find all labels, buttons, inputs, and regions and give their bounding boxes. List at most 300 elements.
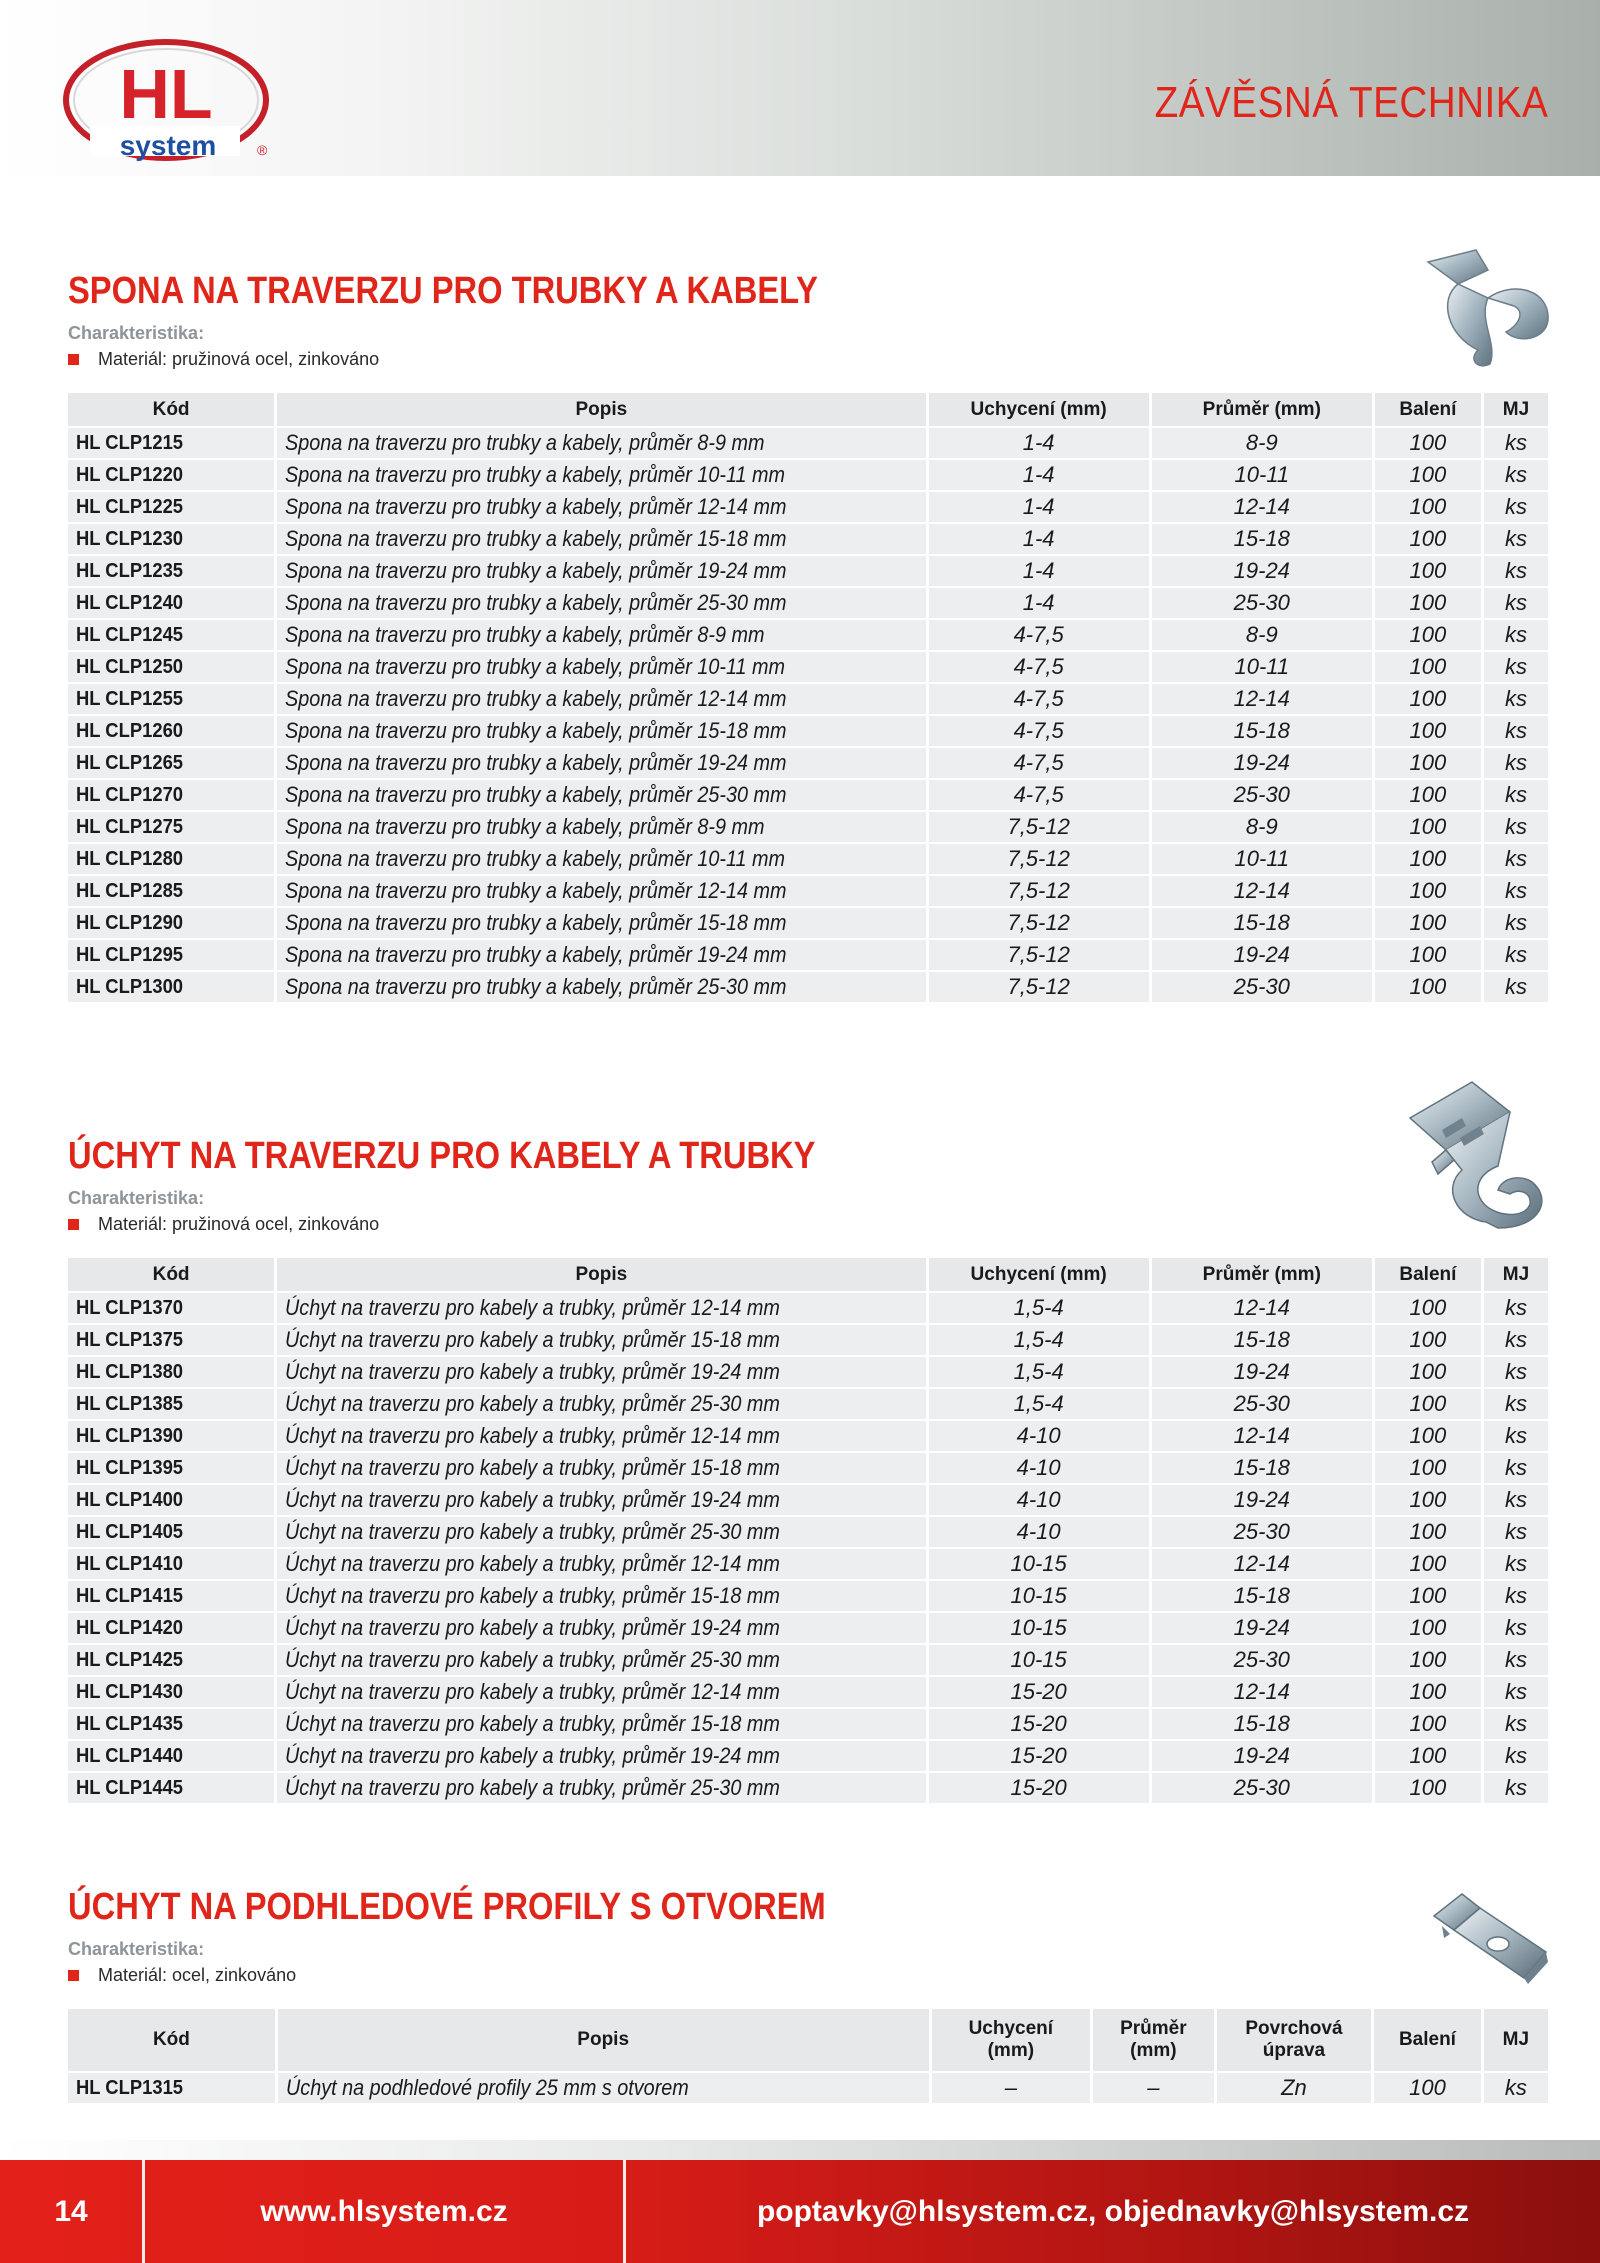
cell-value	[929, 1453, 1149, 1483]
cell-value-text: 10-11	[1234, 462, 1290, 487]
product-code: HL CLP1380	[76, 1361, 184, 1383]
cell-value-text: ks	[1504, 430, 1527, 455]
cell-value	[1152, 1357, 1372, 1387]
product-description: Spona na traverzu pro trubky a kabely, průměr 12-14 mm	[285, 878, 787, 903]
cell-value	[929, 428, 1149, 458]
cell-value-text: Zn	[1281, 2075, 1307, 2100]
col-header-baleni: Balení	[1375, 1258, 1481, 1291]
cell-value	[1375, 684, 1481, 714]
cell-kod	[68, 1453, 274, 1483]
material-line	[68, 348, 1548, 370]
table-row	[68, 556, 1548, 586]
cell-value	[1375, 428, 1481, 458]
cell-popis	[277, 1389, 925, 1419]
cell-kod	[68, 492, 274, 522]
product-code: HL CLP1295	[76, 944, 184, 966]
product-table-uchyt-podhled	[65, 2007, 1551, 2105]
product-table-spona	[65, 391, 1551, 1004]
cell-value	[1484, 1645, 1548, 1675]
cell-value	[1484, 1549, 1548, 1579]
cell-value-text: 12-14	[1233, 1679, 1290, 1704]
material-line	[68, 1213, 1548, 1235]
cell-value-text: 4-7,5	[1013, 782, 1064, 807]
cell-value-text: ks	[1504, 942, 1527, 967]
cell-value-text: ks	[1504, 782, 1527, 807]
cell-value-text: 4-10	[1016, 1423, 1061, 1448]
product-description: Spona na traverzu pro trubky a kabely, průměr 15-18 mm	[285, 910, 787, 935]
table-row	[68, 1741, 1548, 1771]
cell-kod	[68, 1773, 274, 1803]
cell-value-text: 19-24	[1233, 1487, 1290, 1512]
product-code: HL CLP1255	[76, 688, 184, 710]
cell-value-text: ks	[1504, 750, 1527, 775]
cell-value	[1152, 940, 1372, 970]
cell-value-text: 15-18	[1233, 1711, 1290, 1736]
material-text: Materiál: pružinová ocel, zinkováno	[98, 1214, 380, 1234]
cell-value-text: ks	[1504, 1487, 1527, 1512]
cell-value-text: 10-15	[1010, 1615, 1067, 1640]
table-row	[68, 972, 1548, 1002]
cell-value-text: 100	[1409, 942, 1447, 967]
cell-value	[929, 1357, 1149, 1387]
cell-value	[1152, 972, 1372, 1002]
cell-value-text: 4-7,5	[1013, 686, 1064, 711]
cell-popis	[277, 1581, 925, 1611]
cell-value	[929, 556, 1149, 586]
cell-popis	[277, 908, 925, 938]
cell-value-text: 19-24	[1233, 1615, 1290, 1640]
cell-value	[1152, 844, 1372, 874]
cell-value-text: 12-14	[1233, 686, 1290, 711]
cell-value-text: 100	[1409, 910, 1447, 935]
product-description: Úchyt na traverzu pro kabely a trubky, průměr 12-14 mm	[285, 1551, 780, 1576]
cell-value	[929, 460, 1149, 490]
cell-value-text: –	[1004, 2075, 1017, 2100]
product-code: HL CLP1235	[76, 560, 184, 582]
table-header-row	[68, 2009, 1548, 2071]
footer	[0, 2160, 1600, 2263]
cell-value-text: 100	[1409, 1487, 1447, 1512]
cell-popis	[277, 1613, 925, 1643]
cell-value	[1484, 940, 1548, 970]
cell-value	[929, 1421, 1149, 1451]
cell-value-text: ks	[1504, 1775, 1527, 1800]
cell-kod	[68, 716, 274, 746]
cell-value-text: 100	[1409, 654, 1447, 679]
cell-value-text: 10-11	[1234, 846, 1290, 871]
product-description: Spona na traverzu pro trubky a kabely, průměr 8-9 mm	[285, 430, 765, 455]
cell-value	[1484, 556, 1548, 586]
cell-value-text: 100	[1409, 1711, 1447, 1736]
cell-value	[1152, 748, 1372, 778]
table-row	[68, 1293, 1548, 1323]
cell-value-text: ks	[1504, 1423, 1527, 1448]
cell-value-text: 100	[1409, 558, 1447, 583]
cell-value-text: ks	[1504, 1551, 1527, 1576]
product-section-uchyt-traverza	[68, 1133, 1548, 1235]
cell-value-text: 100	[1409, 718, 1447, 743]
cell-kod	[68, 940, 274, 970]
cell-value-text: 100	[1409, 1775, 1447, 1800]
cell-value-text: 15-18	[1233, 526, 1290, 551]
cell-value	[1375, 748, 1481, 778]
product-description: Spona na traverzu pro trubky a kabely, průměr 25-30 mm	[285, 782, 787, 807]
cell-value	[1375, 1293, 1481, 1323]
product-code: HL CLP1265	[76, 752, 184, 774]
table-row	[68, 524, 1548, 554]
cell-value-text: 100	[1409, 430, 1447, 455]
cell-value-text: 100	[1409, 1359, 1447, 1384]
col-header-povrch-text: Povrchová úprava	[1245, 2018, 1343, 2061]
table-row	[68, 1421, 1548, 1451]
cell-value	[1375, 492, 1481, 522]
cell-value	[1152, 1485, 1372, 1515]
col-header-kod: Kód	[68, 1258, 274, 1291]
cell-value-text: 100	[1409, 974, 1447, 999]
cell-value-text: 10-15	[1010, 1647, 1067, 1672]
cell-value	[929, 876, 1149, 906]
table-row	[68, 844, 1548, 874]
product-description: Spona na traverzu pro trubky a kabely, průměr 8-9 mm	[285, 622, 765, 647]
cell-value-text: 4-7,5	[1013, 654, 1064, 679]
col-header-mj: MJ	[1484, 1258, 1548, 1291]
cell-value-text: 10-15	[1010, 1583, 1067, 1608]
cell-kod	[68, 620, 274, 650]
cell-value-text: ks	[1504, 686, 1527, 711]
col-header-uchyceni: Uchycení (mm)	[929, 1258, 1149, 1291]
cell-popis	[277, 556, 925, 586]
table-row	[68, 492, 1548, 522]
cell-value	[1152, 812, 1372, 842]
table-row	[68, 684, 1548, 714]
cell-value	[929, 1645, 1149, 1675]
product-code: HL CLP1215	[76, 432, 184, 454]
product-table-uchyt-traverza	[65, 1256, 1551, 1805]
cell-value	[1375, 940, 1481, 970]
cell-value-text: ks	[1504, 974, 1527, 999]
cell-popis	[277, 460, 925, 490]
cell-value	[1152, 652, 1372, 682]
cell-value-text: 19-24	[1233, 558, 1290, 583]
cell-popis	[277, 428, 925, 458]
product-code: HL CLP1275	[76, 816, 184, 838]
cell-value	[1375, 1613, 1481, 1643]
cell-value	[1375, 1709, 1481, 1739]
table-row	[68, 588, 1548, 618]
table-row	[68, 716, 1548, 746]
cell-value	[1375, 1357, 1481, 1387]
table-row	[68, 1389, 1548, 1419]
cell-value	[929, 1325, 1149, 1355]
cell-kod	[68, 684, 274, 714]
cell-value	[1484, 1773, 1548, 1803]
table-row	[68, 652, 1548, 682]
product-description: Úchyt na traverzu pro kabely a trubky, průměr 15-18 mm	[285, 1327, 780, 1352]
cell-value	[1375, 844, 1481, 874]
cell-popis	[277, 1549, 925, 1579]
cell-value-text: ks	[1504, 1711, 1527, 1736]
characteristics-label: Charakteristika:	[68, 1188, 205, 1208]
cell-value-text: ks	[1504, 1647, 1527, 1672]
cell-kod	[68, 1357, 274, 1387]
cell-value	[1152, 1709, 1372, 1739]
col-header-uchyceni	[932, 2009, 1091, 2071]
product-description: Úchyt na traverzu pro kabely a trubky, průměr 19-24 mm	[285, 1359, 780, 1384]
product-title: ÚCHYT NA PODHLEDOVÉ PROFILY S OTVOREM	[68, 1886, 826, 1928]
cell-kod	[68, 460, 274, 490]
cell-value	[1374, 2073, 1480, 2103]
table-row	[68, 748, 1548, 778]
product-code: HL CLP1405	[76, 1521, 184, 1543]
table-row	[68, 1581, 1548, 1611]
table-row	[68, 780, 1548, 810]
cell-value-text: 4-7,5	[1013, 718, 1064, 743]
cell-value	[1375, 972, 1481, 1002]
cell-value-text: 7,5-12	[1007, 942, 1070, 967]
table-row	[68, 1709, 1548, 1739]
cell-value-text: 1,5-4	[1013, 1295, 1064, 1320]
product-code: HL CLP1300	[76, 976, 184, 998]
cell-value-text: 100	[1409, 1647, 1447, 1672]
cell-value	[1375, 1677, 1481, 1707]
cell-kod	[68, 1389, 274, 1419]
cell-value-text: 7,5-12	[1007, 814, 1070, 839]
cell-value	[1375, 1389, 1481, 1419]
cell-value	[1375, 1485, 1481, 1515]
cell-value	[1375, 1517, 1481, 1547]
cell-popis	[277, 1421, 925, 1451]
cell-value	[1484, 684, 1548, 714]
col-header-prumer-text: Průměr (mm)	[1120, 2018, 1187, 2061]
cell-value-text: 100	[1409, 878, 1447, 903]
cell-value	[1152, 1773, 1372, 1803]
cell-kod	[68, 1613, 274, 1643]
product-description: Úchyt na traverzu pro kabely a trubky, průměr 25-30 mm	[285, 1775, 780, 1800]
table-row	[68, 908, 1548, 938]
cell-value	[1375, 460, 1481, 490]
cell-value-text: 100	[1409, 1519, 1447, 1544]
cell-value-text: 100	[1409, 750, 1447, 775]
product-description: Spona na traverzu pro trubky a kabely, průměr 25-30 mm	[285, 974, 787, 999]
cell-value	[1375, 1741, 1481, 1771]
product-code: HL CLP1435	[76, 1713, 184, 1735]
cell-value-text: ks	[1504, 1295, 1527, 1320]
cell-kod	[68, 588, 274, 618]
cell-value-text: ks	[1504, 590, 1527, 615]
cell-popis	[277, 780, 925, 810]
product-code: HL CLP1240	[76, 592, 184, 614]
cell-popis	[277, 1357, 925, 1387]
product-description: Spona na traverzu pro trubky a kabely, průměr 19-24 mm	[285, 558, 787, 583]
cell-value-text: 12-14	[1233, 878, 1290, 903]
cell-value-text: ks	[1504, 1679, 1527, 1704]
product-code: HL CLP1445	[76, 1777, 184, 1799]
cell-value-text: ks	[1504, 1743, 1527, 1768]
cell-kod	[68, 1741, 274, 1771]
cell-value-text: 1,5-4	[1013, 1359, 1064, 1384]
product-code: HL CLP1260	[76, 720, 184, 742]
table-row	[68, 1773, 1548, 1803]
table-row	[68, 812, 1548, 842]
cell-value	[1375, 1645, 1481, 1675]
cell-value-text: 10-11	[1234, 654, 1290, 679]
cell-popis	[277, 844, 925, 874]
cell-value	[1484, 1677, 1548, 1707]
cell-kod	[68, 1549, 274, 1579]
cell-value	[1375, 1773, 1481, 1803]
cell-value	[1375, 1453, 1481, 1483]
cell-value-text: 8-9	[1245, 430, 1278, 455]
cell-value-text: 4-10	[1016, 1487, 1061, 1512]
cell-value	[1484, 588, 1548, 618]
cell-kod	[68, 1293, 274, 1323]
product-description: Spona na traverzu pro trubky a kabely, průměr 19-24 mm	[285, 750, 787, 775]
cell-value	[929, 1709, 1149, 1739]
cell-value-text: 100	[1409, 1423, 1447, 1448]
cell-value-text: 25-30	[1233, 1775, 1290, 1800]
table-row	[68, 428, 1548, 458]
cell-popis	[277, 1485, 925, 1515]
cell-value-text: 25-30	[1233, 1391, 1290, 1416]
cell-value-text: 8-9	[1245, 814, 1278, 839]
cell-kod	[68, 876, 274, 906]
characteristics-label: Charakteristika:	[68, 1939, 205, 1959]
cell-value-text: 19-24	[1233, 750, 1290, 775]
product-code: HL CLP1230	[76, 528, 184, 550]
cell-value-text: 100	[1409, 1583, 1447, 1608]
table-row	[68, 1485, 1548, 1515]
cell-value-text: 100	[1409, 814, 1447, 839]
cell-value	[1152, 1741, 1372, 1771]
cell-value	[1484, 428, 1548, 458]
cell-value-text: 100	[1409, 1391, 1447, 1416]
cell-value	[929, 1741, 1149, 1771]
cell-value-text: 12-14	[1233, 1551, 1290, 1576]
product-description: Spona na traverzu pro trubky a kabely, průměr 25-30 mm	[285, 590, 787, 615]
product-description: Úchyt na traverzu pro kabely a trubky, průměr 15-18 mm	[285, 1711, 780, 1736]
cell-value-text: 15-18	[1233, 1583, 1290, 1608]
cell-value	[1484, 716, 1548, 746]
cell-popis	[277, 1517, 925, 1547]
cell-popis	[277, 620, 925, 650]
product-description: Spona na traverzu pro trubky a kabely, průměr 10-11 mm	[285, 462, 786, 487]
red-bullet-icon	[68, 1970, 79, 1981]
cell-value	[1152, 428, 1372, 458]
cell-value	[1484, 1325, 1548, 1355]
cell-value	[1484, 812, 1548, 842]
table-row	[68, 2073, 1548, 2103]
col-header-kod: Kód	[68, 2009, 275, 2071]
cell-popis	[277, 492, 925, 522]
product-description: Úchyt na traverzu pro kabely a trubky, průměr 19-24 mm	[285, 1743, 780, 1768]
cell-value-text: 1,5-4	[1013, 1391, 1064, 1416]
product-code: HL CLP1390	[76, 1425, 184, 1447]
col-header-mj: MJ	[1484, 393, 1548, 426]
cell-value	[1484, 620, 1548, 650]
cell-value	[929, 1613, 1149, 1643]
product-code: HL CLP1315	[76, 2077, 184, 2099]
cell-value-text: 15-20	[1010, 1679, 1067, 1704]
cell-value-text: 100	[1409, 2075, 1446, 2100]
col-header-prumer: Průměr (mm)	[1152, 1258, 1372, 1291]
website-link[interactable]: www.hlsystem.cz	[260, 2195, 508, 2228]
cell-value-text: ks	[1504, 1583, 1527, 1608]
cell-value	[1484, 844, 1548, 874]
logo-system-text: system	[119, 130, 217, 161]
cell-value-text: 25-30	[1233, 782, 1290, 807]
cell-value	[1152, 1677, 1372, 1707]
product-description: Úchyt na traverzu pro kabely a trubky, průměr 12-14 mm	[285, 1295, 780, 1320]
cell-value-text: 100	[1409, 1295, 1447, 1320]
cell-value	[1152, 1549, 1372, 1579]
product-section-spona	[68, 268, 1548, 370]
cell-kod	[68, 1677, 274, 1707]
table-row	[68, 620, 1548, 650]
cell-value	[1375, 716, 1481, 746]
cell-value-text: ks	[1504, 1359, 1527, 1384]
cell-value-text: ks	[1504, 462, 1527, 487]
email-links[interactable]: poptavky@hlsystem.cz, objednavky@hlsystem.cz	[756, 2195, 1470, 2228]
cell-popis	[277, 684, 925, 714]
col-header-baleni: Balení	[1375, 393, 1481, 426]
cell-value	[1375, 1325, 1481, 1355]
cell-value-text: 4-10	[1016, 1519, 1061, 1544]
cell-value-text: 1-4	[1022, 526, 1055, 551]
product-code: HL CLP1430	[76, 1681, 184, 1703]
cell-value-text: 15-18	[1233, 718, 1290, 743]
cell-kod	[68, 1421, 274, 1451]
col-header-povrchova-uprava	[1217, 2009, 1372, 2071]
cell-value	[1152, 684, 1372, 714]
cell-value-text: 15-18	[1233, 1327, 1290, 1352]
cell-value	[1484, 780, 1548, 810]
cell-value	[1152, 1453, 1372, 1483]
product-description: Úchyt na traverzu pro kabely a trubky, průměr 25-30 mm	[285, 1519, 780, 1544]
cell-value-text: 10-15	[1010, 1551, 1067, 1576]
cell-value	[1375, 620, 1481, 650]
product-code: HL CLP1400	[76, 1489, 184, 1511]
cell-value-text: 100	[1409, 1551, 1447, 1576]
cell-value	[1484, 1613, 1548, 1643]
cell-value-text: 100	[1409, 1455, 1447, 1480]
cell-value	[929, 716, 1149, 746]
cell-value	[929, 492, 1149, 522]
cell-value-text: 100	[1409, 1743, 1447, 1768]
col-header-prumer	[1093, 2009, 1213, 2071]
cell-value	[1484, 492, 1548, 522]
cell-value-text: ks	[1504, 846, 1527, 871]
cell-popis	[277, 940, 925, 970]
cell-value-text: ks	[1504, 1615, 1527, 1640]
cell-popis	[278, 2073, 929, 2103]
col-header-mj: MJ	[1484, 2009, 1548, 2071]
product-code: HL CLP1280	[76, 848, 184, 870]
cell-value	[929, 1581, 1149, 1611]
cell-value-text: 1,5-4	[1013, 1327, 1064, 1352]
cell-value-text: 1-4	[1022, 590, 1055, 615]
cell-value	[1152, 620, 1372, 650]
cell-value	[929, 620, 1149, 650]
cell-value-text: 100	[1409, 462, 1447, 487]
cell-value-text: ks	[1504, 1519, 1527, 1544]
cell-value	[929, 1389, 1149, 1419]
product-description: Spona na traverzu pro trubky a kabely, průměr 19-24 mm	[285, 942, 787, 967]
product-section-uchyt-podhled	[68, 1884, 1548, 1986]
cell-popis	[277, 1453, 925, 1483]
cell-value-text: –	[1147, 2075, 1160, 2100]
cell-value-text: 1-4	[1022, 430, 1055, 455]
cell-popis	[277, 812, 925, 842]
